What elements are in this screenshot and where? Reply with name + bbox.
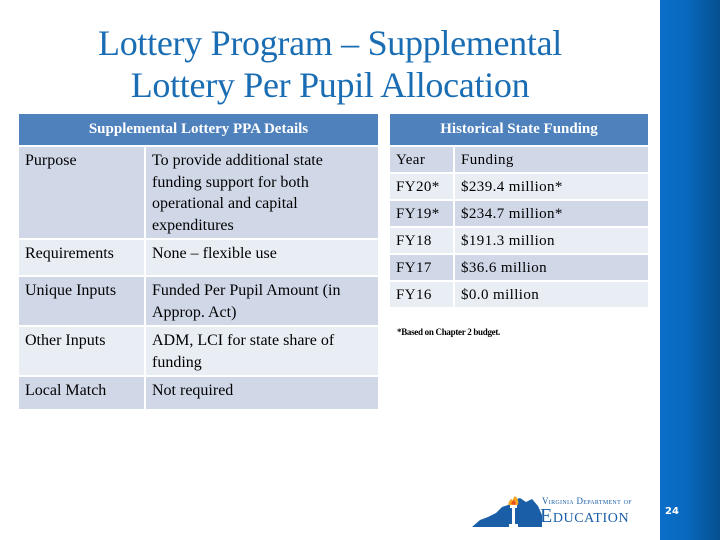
row-label: Requirements <box>19 240 146 277</box>
funding-cell: $239.4 million* <box>455 174 648 201</box>
table-row <box>390 255 648 282</box>
logo-text-line-2: Education <box>540 505 630 527</box>
row-value: Not required <box>146 377 378 411</box>
row-label: Purpose <box>19 147 146 240</box>
funding-cell: $0.0 million <box>455 282 648 309</box>
row-value: Funded Per Pupil Amount (in Approp. Act) <box>146 277 378 327</box>
row-value: To provide additional state funding support for both operational and capital expenditures <box>146 147 378 240</box>
title-line-1: Lottery Program – Supplemental <box>98 23 562 63</box>
column-header-funding: Funding <box>455 147 648 174</box>
historical-funding-header: Historical State Funding <box>390 114 648 147</box>
funding-cell: $191.3 million <box>455 228 648 255</box>
funding-cell: $36.6 million <box>455 255 648 282</box>
row-label: Local Match <box>19 377 146 411</box>
row-value: None – flexible use <box>146 240 378 277</box>
row-value: ADM, LCI for state share of funding <box>146 327 378 377</box>
year-cell: FY19* <box>390 201 455 228</box>
historical-funding-table <box>390 114 648 309</box>
table-row <box>390 201 648 228</box>
year-cell: FY20* <box>390 174 455 201</box>
funding-cell: $234.7 million* <box>455 201 648 228</box>
table-row <box>19 277 378 327</box>
year-cell: FY16 <box>390 282 455 309</box>
footnote: *Based on Chapter 2 budget. <box>397 327 501 337</box>
vdoe-logo <box>472 493 662 529</box>
table-row <box>19 147 378 240</box>
ppa-details-table <box>19 114 378 411</box>
column-header-year: Year <box>390 147 455 174</box>
year-cell: FY17 <box>390 255 455 282</box>
page-number: 24 <box>665 506 679 517</box>
column-header-row <box>390 147 648 174</box>
logo-text-line-1: Virginia Department of <box>542 496 632 506</box>
year-cell: FY18 <box>390 228 455 255</box>
table-row <box>19 377 378 411</box>
row-label: Unique Inputs <box>19 277 146 327</box>
table-row <box>390 228 648 255</box>
table-row <box>390 174 648 201</box>
virginia-state-torch-icon <box>472 493 544 529</box>
page-title <box>0 22 660 106</box>
title-line-2: Lottery Per Pupil Allocation <box>130 65 530 105</box>
table-row <box>390 282 648 309</box>
table-row <box>19 240 378 277</box>
table-row <box>19 327 378 377</box>
row-label: Other Inputs <box>19 327 146 377</box>
ppa-details-header: Supplemental Lottery PPA Details <box>19 114 378 147</box>
blue-sidebar <box>660 0 720 540</box>
